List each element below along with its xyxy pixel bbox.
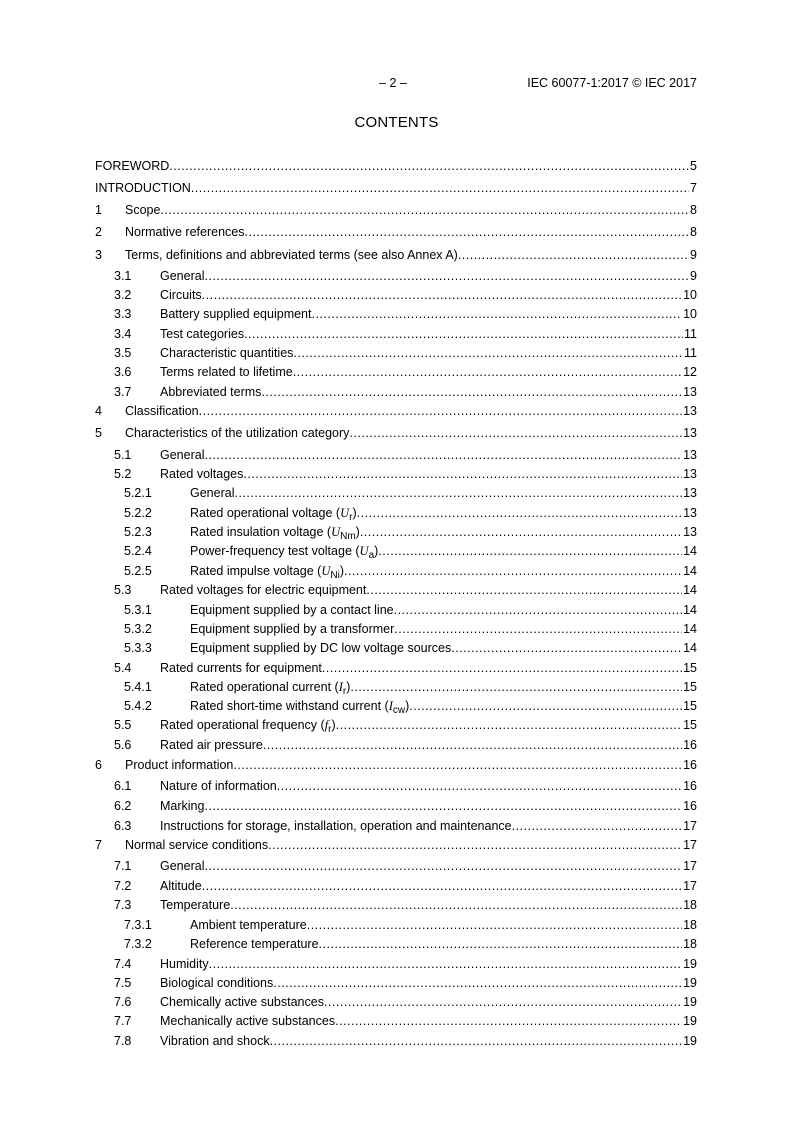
toc-entry-page: 19 (683, 976, 697, 990)
toc-entry-title: Nature of information (160, 779, 277, 793)
toc-entry-title: Rated insulation voltage $(U_{Nm})$ (190, 524, 360, 545)
toc-entry-title: Humidity (160, 957, 209, 971)
dot-leader (335, 1013, 682, 1029)
dot-leader (261, 384, 682, 400)
dot-leader (233, 757, 682, 773)
symbol: U (321, 564, 331, 578)
toc-entry-number: 5.3 (114, 583, 132, 597)
toc-entry-number: 7.3.1 (124, 918, 152, 932)
toc-entry[interactable] (0, 679, 793, 695)
toc-entry-number: 7.6 (114, 995, 132, 1009)
toc-entry-title: Normal service conditions (125, 838, 269, 852)
toc-entry-title: Equipment supplied by a transformer (190, 622, 395, 636)
page-number: – 2 – (379, 76, 407, 90)
toc-entry-number: 5.6 (114, 738, 132, 752)
toc-entry-title: Battery supplied equipment (160, 307, 312, 321)
toc-entry[interactable] (0, 345, 793, 361)
symbol-subscript: r (328, 724, 332, 735)
toc-entry[interactable] (0, 878, 793, 894)
toc-entry-title: Altitude (160, 879, 202, 893)
dot-leader (293, 364, 682, 380)
dot-leader (199, 403, 682, 419)
toc-entry-page: 15 (683, 680, 697, 694)
symbol-subscript: Nm (340, 531, 356, 542)
dot-leader (336, 717, 682, 733)
dot-leader (311, 306, 682, 322)
toc-entry-title: Rated air pressure (160, 738, 263, 752)
toc-entry-page: 15 (683, 699, 697, 713)
toc-entry-number: 5.4.2 (124, 699, 152, 713)
toc-entry-title: Test categories (160, 327, 245, 341)
toc-entry-title: Rated voltages for electric equipment (160, 583, 367, 597)
toc-entry-number: 7.5 (114, 976, 132, 990)
dot-leader (409, 698, 682, 714)
dot-leader (204, 798, 682, 814)
toc-entry-title: Rated currents for equipment (160, 661, 322, 675)
toc-entry-number: 3.5 (114, 346, 132, 360)
toc-entry-page: 16 (683, 738, 697, 752)
symbol: U (331, 525, 341, 539)
dot-leader (204, 858, 682, 874)
toc-entry-page: 13 (683, 467, 697, 481)
toc-entry-number: 4 (95, 404, 102, 418)
toc-entry-number: 5.2.2 (124, 506, 152, 520)
toc-entry-title: Circuits (160, 288, 202, 302)
toc-entry-number: 6.3 (114, 819, 132, 833)
toc-entry-number: 5.2 (114, 467, 132, 481)
toc-entry-page: 14 (683, 564, 697, 578)
toc-entry-page: 13 (683, 506, 697, 520)
toc-entry-number: 5.2.5 (124, 564, 152, 578)
toc-entry-number: 2 (95, 225, 102, 239)
dot-leader (378, 543, 682, 559)
toc-entry-title: Abbreviated terms (160, 385, 262, 399)
toc-entry-title: Rated operational frequency $(f_r)$ (160, 717, 336, 738)
toc-entry-page: 18 (683, 918, 697, 932)
toc-entry[interactable] (0, 247, 793, 263)
toc-entry[interactable] (0, 447, 793, 463)
toc-entry-title: Characteristics of the utilization category (125, 426, 350, 440)
toc-entry-title: Mechanically active substances (160, 1014, 336, 1028)
dot-leader (160, 202, 689, 218)
toc-entry[interactable] (0, 757, 793, 773)
toc-entry[interactable] (0, 425, 793, 441)
toc-entry-page: 11 (684, 346, 697, 360)
toc-entry-page: 7 (690, 181, 697, 195)
dot-leader (394, 621, 682, 637)
dot-leader (243, 466, 682, 482)
toc-entry[interactable] (0, 698, 793, 714)
toc-entry-number: 7.3 (114, 898, 132, 912)
dot-leader (234, 485, 682, 501)
toc-entry-title: Chemically active substances (160, 995, 324, 1009)
toc-entry-page: 13 (683, 404, 697, 418)
dot-leader (204, 268, 689, 284)
toc-entry-page: 10 (683, 307, 697, 321)
toc-entry-number: 5.1 (114, 448, 132, 462)
toc-entry-page: 9 (690, 269, 697, 283)
symbol-subscript: a (368, 550, 375, 561)
toc-entry-number: 7.7 (114, 1014, 132, 1028)
toc-entry-number: 3.3 (114, 307, 132, 321)
toc-entry[interactable] (0, 485, 793, 501)
dot-leader (293, 345, 683, 361)
dot-leader (191, 180, 689, 196)
toc-entry-page: 19 (683, 957, 697, 971)
toc-entry-page: 8 (690, 203, 697, 217)
toc-entry-title: Biological conditions (160, 976, 274, 990)
toc-entry-page: 11 (684, 327, 697, 341)
toc-entry[interactable] (0, 505, 793, 521)
toc-entry-page: 19 (683, 995, 697, 1009)
toc-entry[interactable] (0, 180, 793, 196)
toc-entry[interactable] (0, 224, 793, 240)
toc-entry-page: 12 (683, 365, 697, 379)
toc-entry[interactable] (0, 403, 793, 419)
toc-entry-title: Terms, definitions and abbreviated terms (see also Annex A) (125, 248, 458, 262)
dot-leader (349, 425, 682, 441)
toc-entry-number: 5.2.4 (124, 544, 152, 558)
toc-entry[interactable] (0, 524, 793, 540)
toc-entry-page: 13 (683, 385, 697, 399)
toc-entry[interactable] (0, 1013, 793, 1029)
toc-entry-number: 5 (95, 426, 102, 440)
toc-entry-page: 13 (683, 426, 697, 440)
toc-entry-title: FOREWORD (95, 159, 170, 173)
toc-entry-number: 5.5 (114, 718, 132, 732)
toc-entry-number: 6 (95, 758, 102, 772)
toc-entry[interactable] (0, 563, 793, 579)
toc-entry-title: Power-frequency test voltage $(U_a)$ (190, 543, 378, 564)
dot-leader (270, 1033, 683, 1049)
toc-entry[interactable] (0, 202, 793, 218)
toc-entry-title: Rated impulse voltage $(U_{Ni})$ (190, 563, 344, 584)
toc-entry-title: Reference temperature (190, 937, 319, 951)
toc-entry[interactable] (0, 837, 793, 853)
toc-entry-number: 5.4 (114, 661, 132, 675)
toc-entry-title: Vibration and shock (160, 1034, 270, 1048)
toc-entry[interactable] (0, 466, 793, 482)
toc-entry[interactable] (0, 778, 793, 794)
toc-entry-number: 6.1 (114, 779, 132, 793)
toc-entry[interactable] (0, 956, 793, 972)
toc-entry-title: Scope (125, 203, 161, 217)
dot-leader (394, 602, 682, 618)
dot-leader (202, 287, 682, 303)
toc-entry[interactable] (0, 268, 793, 284)
toc-entry-title: INTRODUCTION (95, 181, 191, 195)
dot-leader (307, 917, 682, 933)
toc-entry[interactable] (0, 737, 793, 753)
toc-entry-page: 17 (683, 879, 697, 893)
toc-entry-title: Temperature (160, 898, 231, 912)
toc-entry[interactable] (0, 936, 793, 952)
toc-entry-page: 18 (683, 937, 697, 951)
toc-entry-page: 19 (683, 1034, 697, 1048)
toc-entry-page: 15 (683, 718, 697, 732)
dot-leader (244, 326, 683, 342)
toc-entry-page: 15 (683, 661, 697, 675)
dot-leader (319, 936, 683, 952)
symbol: U (359, 544, 369, 558)
toc-entry[interactable] (0, 975, 793, 991)
contents-title: CONTENTS (354, 114, 439, 131)
toc-entry-page: 16 (683, 799, 697, 813)
toc-entry-number: 5.3.2 (124, 622, 152, 636)
toc-entry-number: 7.2 (114, 879, 132, 893)
toc-entry-number: 7.1 (114, 859, 132, 873)
toc-entry-page: 16 (683, 758, 697, 772)
dot-leader (169, 158, 689, 174)
toc-entry-page: 14 (683, 583, 697, 597)
toc-entry[interactable] (0, 158, 793, 174)
toc-entry-page: 13 (683, 448, 697, 462)
dot-leader (245, 224, 690, 240)
toc-entry-title: Product information (125, 758, 234, 772)
toc-entry[interactable] (0, 602, 793, 618)
symbol-subscript: Ni (330, 570, 340, 581)
toc-entry-title: Rated voltages (160, 467, 244, 481)
toc-entry-title: Terms related to lifetime (160, 365, 293, 379)
toc-entry-number: 3.1 (114, 269, 132, 283)
toc-entry-number: 5.3.1 (124, 603, 152, 617)
toc-entry[interactable] (0, 621, 793, 637)
toc-entry[interactable] (0, 326, 793, 342)
toc-entry-title: Equipment supplied by a contact line (190, 603, 394, 617)
toc-entry-number: 7.3.2 (124, 937, 152, 951)
dot-leader (324, 994, 682, 1010)
toc-entry-page: 17 (683, 819, 697, 833)
toc-entry[interactable] (0, 717, 793, 733)
toc-entry[interactable] (0, 994, 793, 1010)
toc-entry-number: 3.7 (114, 385, 132, 399)
symbol: I (338, 680, 343, 694)
dot-leader (451, 640, 682, 656)
dot-leader (344, 563, 682, 579)
toc-entry-title: General (160, 448, 205, 462)
dot-leader (366, 582, 682, 598)
toc-entry-number: 5.4.1 (124, 680, 152, 694)
toc-entry[interactable] (0, 287, 793, 303)
toc-entry-number: 5.2.1 (124, 486, 152, 500)
toc-entry-title: Instructions for storage, installation, operation and maintenance (160, 819, 512, 833)
symbol: I (388, 699, 393, 713)
toc-entry-number: 3.6 (114, 365, 132, 379)
toc-entry-number: 7 (95, 838, 102, 852)
symbol: U (340, 506, 350, 520)
toc-entry[interactable] (0, 798, 793, 814)
dot-leader (209, 956, 682, 972)
toc-entry[interactable] (0, 1033, 793, 1049)
toc-entry-page: 14 (683, 641, 697, 655)
toc-entry-title: Ambient temperature (190, 918, 307, 932)
toc-entry[interactable] (0, 818, 793, 834)
toc-entry[interactable] (0, 306, 793, 322)
dot-leader (230, 897, 682, 913)
toc-entry-title: Classification (125, 404, 199, 418)
toc-entry-number: 1 (95, 203, 102, 217)
toc-entry-title: Rated short-time withstand current $(I_{cw})$ (190, 698, 409, 719)
dot-leader (273, 975, 682, 991)
toc-entry-page: 13 (683, 486, 697, 500)
toc-entry-page: 10 (683, 288, 697, 302)
toc-entry-page: 17 (683, 859, 697, 873)
toc-entry[interactable] (0, 582, 793, 598)
toc-entry-page: 17 (683, 838, 697, 852)
toc-entry-page: 16 (683, 779, 697, 793)
toc-entry-page: 14 (683, 603, 697, 617)
dot-leader (350, 679, 682, 695)
toc-entry-page: 18 (683, 898, 697, 912)
dot-leader (263, 737, 682, 753)
toc-entry-page: 5 (690, 159, 697, 173)
toc-entry[interactable] (0, 543, 793, 559)
toc-entry-title: Characteristic quantities (160, 346, 294, 360)
toc-entry[interactable] (0, 660, 793, 676)
toc-entry-title: Equipment supplied by DC low voltage sources (190, 641, 452, 655)
toc-entry[interactable] (0, 917, 793, 933)
toc-entry-number: 7.8 (114, 1034, 132, 1048)
toc-entry[interactable] (0, 858, 793, 874)
dot-leader (512, 818, 682, 834)
toc-entry-number: 6.2 (114, 799, 132, 813)
toc-entry-number: 3.4 (114, 327, 132, 341)
toc-entry-number: 3.2 (114, 288, 132, 302)
toc-entry-title: General (160, 269, 205, 283)
toc-entry[interactable] (0, 897, 793, 913)
symbol-subscript: r (342, 686, 347, 697)
toc-entry-number: 3 (95, 248, 102, 262)
toc-entry-number: 5.2.3 (124, 525, 152, 539)
toc-entry[interactable] (0, 640, 793, 656)
standard-reference: IEC 60077-1:2017 © IEC 2017 (527, 76, 697, 90)
toc-entry-title: Normative references (125, 225, 245, 239)
toc-entry[interactable] (0, 364, 793, 380)
toc-entry-title: Marking (160, 799, 205, 813)
dot-leader (322, 660, 682, 676)
toc-entry-page: 9 (690, 248, 697, 262)
toc-entry-page: 14 (683, 622, 697, 636)
dot-leader (268, 837, 682, 853)
toc-entry-title: Rated operational voltage $(U_r)$ (190, 505, 357, 526)
toc-entry-page: 8 (690, 225, 697, 239)
symbol: f (324, 718, 329, 732)
dot-leader (458, 247, 689, 263)
symbol-subscript: r (349, 512, 353, 523)
toc-entry-number: 5.3.3 (124, 641, 152, 655)
dot-leader (277, 778, 682, 794)
toc-entry-title: General (160, 859, 205, 873)
toc-entry[interactable] (0, 384, 793, 400)
dot-leader (204, 447, 682, 463)
toc-entry-page: 14 (683, 544, 697, 558)
dot-leader (202, 878, 682, 894)
symbol-subscript: cw (392, 705, 406, 716)
dot-leader (357, 505, 682, 521)
toc-entry-page: 19 (683, 1014, 697, 1028)
toc-entry-number: 7.4 (114, 957, 132, 971)
dot-leader (360, 524, 682, 540)
toc-entry-title: Rated operational current $(I_r)$ (190, 679, 350, 700)
toc-entry-title: General (190, 486, 235, 500)
toc-entry-page: 13 (683, 525, 697, 539)
